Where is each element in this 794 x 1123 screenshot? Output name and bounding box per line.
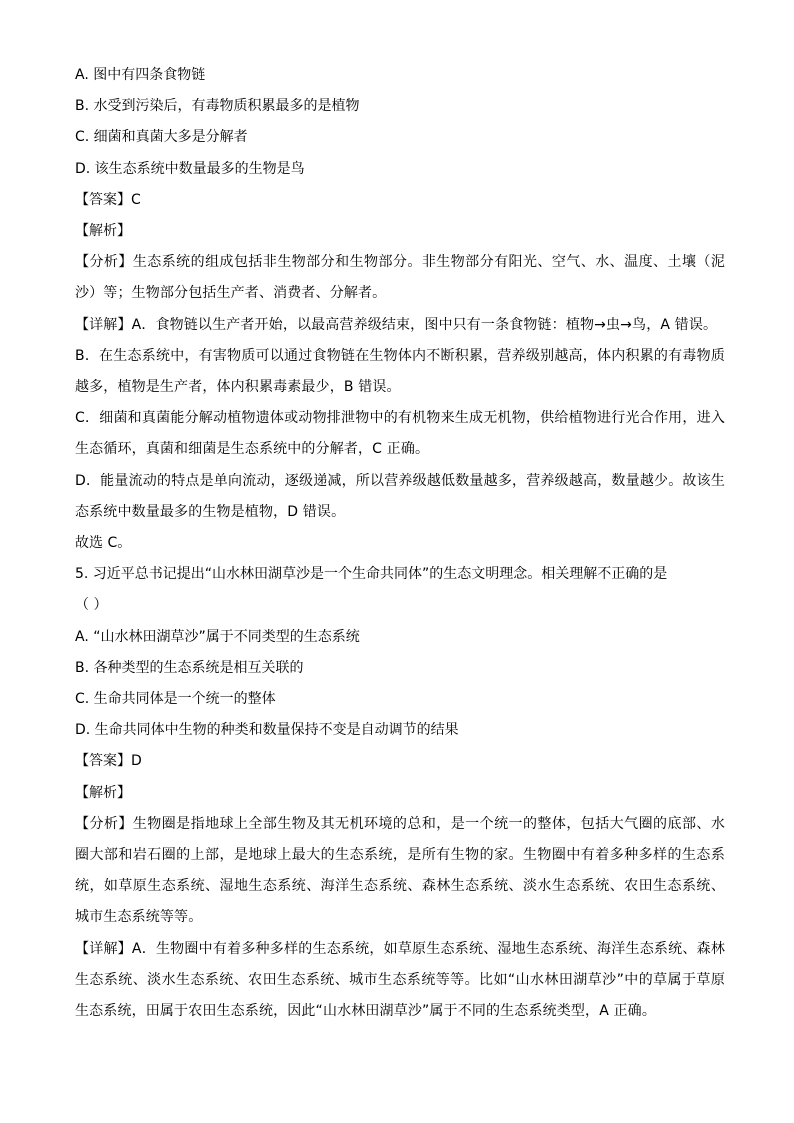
detail-tag: 【详解】 xyxy=(75,940,132,957)
q5-analysis-text: 生物圈是指地球上全部生物及其无机环境的总和，是一个统一的整体，包括大气圈的底部、水圈大部和岩石圈的上部，是地球上最大的生态系统，是所有生物的家。生物圈中有着多种多样的生态系统，如草原生态系统、湿地生态系统、海洋生态系统、森林生态系统、淡水生态系统、农田生态系统、城市生态系统等等。 xyxy=(75,815,725,926)
q5-analysis xyxy=(75,809,725,934)
q4-detail-a-text: A．食物链以生产者开始，以最高营养级结束，图中只有一条食物链：植物→虫→鸟，A 错误。 xyxy=(131,316,718,333)
answer-tag: 【答案】 xyxy=(75,191,131,208)
q5-jiexi-heading: 【解析】 xyxy=(75,784,131,801)
analysis-tag: 【分析】 xyxy=(75,254,133,271)
q4-option-b: B. 水受到污染后，有毒物质积累最多的是植物 xyxy=(75,98,360,115)
q5-option-c: C. 生命共同体是一个统一的整体 xyxy=(75,691,276,708)
q5-blank: （ ） xyxy=(75,597,108,614)
analysis-tag: 【分析】 xyxy=(75,815,133,832)
q4-answer-line xyxy=(75,185,725,216)
q4-detail-a xyxy=(75,310,725,341)
q4-conclusion: 故选 C。 xyxy=(75,535,132,552)
q4-option-d: D. 该生态系统中数量最多的生物是鸟 xyxy=(75,160,305,177)
q4-analysis-text: 生态系统的组成包括非生物部分和生物部分。非生物部分有阳光、空气、水、温度、土壤（泥沙）等；生物部分包括生产者、消费者、分解者。 xyxy=(75,254,725,302)
q5-option-b: B. 各种类型的生态系统是相互关联的 xyxy=(75,659,304,676)
q5-stem: 5. 习近平总书记提出“山水林田湖草沙是一个生命共同体”的生态文明理念。相关理解不正确的是 xyxy=(75,566,668,583)
q4-detail-b: B．在生态系统中，有害物质可以通过食物链在生物体内不断积累，营养级别越高，体内积累的有毒物质越多，植物是生产者，体内积累毒素最少，B 错误。 xyxy=(75,347,725,396)
q5-option-a: A. “山水林田湖草沙”属于不同类型的生态系统 xyxy=(75,628,360,645)
document-page xyxy=(75,60,725,1027)
q5-answer-line xyxy=(75,746,725,777)
q4-option-a: A. 图中有四条食物链 xyxy=(75,67,206,83)
detail-tag: 【详解】 xyxy=(75,316,132,333)
q5-answer-value: D xyxy=(131,753,142,770)
q4-jiexi-heading: 【解析】 xyxy=(75,223,131,240)
q5-detail-a-text: A．生物圈中有着多种多样的生态系统，如草原生态系统、湿地生态系统、海洋生态系统、森林生态系统、淡水生态系统、农田生态系统、城市生态系统等等。比如“山水林田湖草沙”中的草属于草原生态系统，田属于农田生态系统，因此“山水林田湖草沙”属于不同的生态系统类型，A 正确。 xyxy=(75,940,725,1020)
q4-detail-c: C．细菌和真菌能分解动植物遗体或动物排泄物中的有机物来生成无机物，供给植物进行光合作用，进入生态循环，真菌和细菌是生态系统中的分解者，C 正确。 xyxy=(75,410,725,458)
q4-detail-d: D．能量流动的特点是单向流动，逐级递减，所以营养级越低数量越多，营养级越高，数量越少。故该生态系统中数量最多的生物是植物，D 错误。 xyxy=(75,472,725,520)
q5-option-d: D. 生命共同体中生物的种类和数量保持不变是自动调节的结果 xyxy=(75,722,459,739)
q4-option-c: C. 细菌和真菌大多是分解者 xyxy=(75,129,248,146)
answer-tag: 【答案】 xyxy=(75,753,131,770)
q4-answer-value: C xyxy=(131,191,141,208)
q5-detail-a xyxy=(75,934,725,1028)
q4-analysis xyxy=(75,247,725,309)
